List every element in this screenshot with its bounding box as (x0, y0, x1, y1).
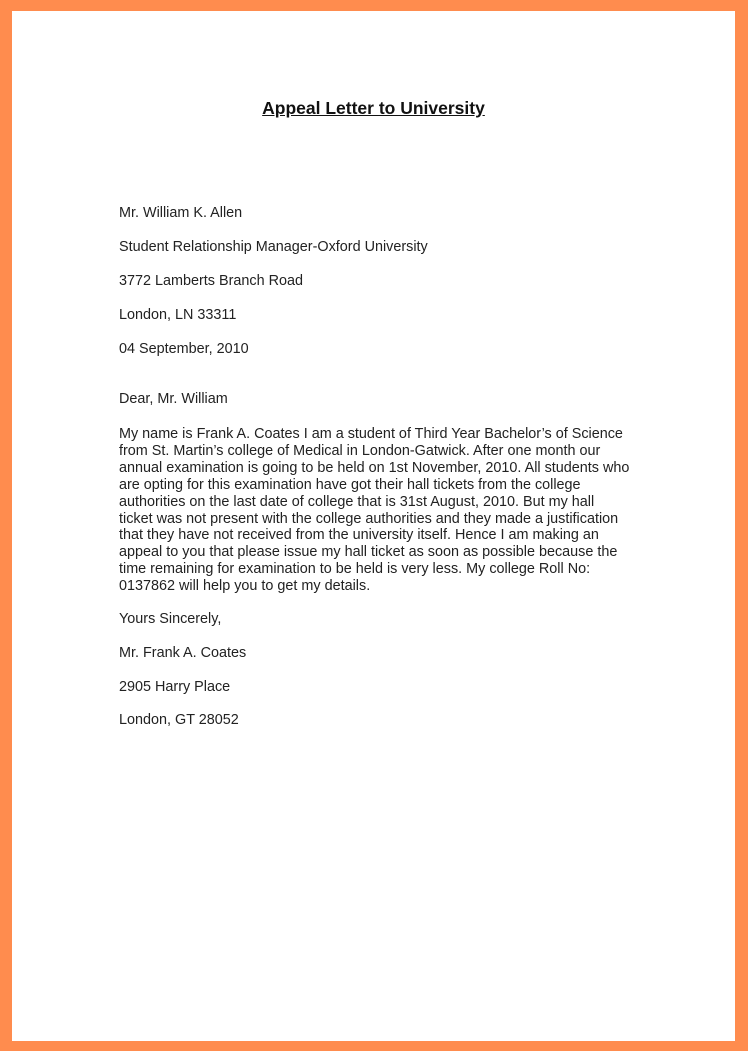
sender-name: Mr. Frank A. Coates (119, 645, 247, 661)
recipient-name: Mr. William K. Allen (119, 205, 243, 221)
recipient-city: London, LN 33311 (119, 307, 237, 323)
sender-street: 2905 Harry Place (119, 679, 231, 695)
salutation: Dear, Mr. William (119, 391, 228, 407)
letter-date: 04 September, 2010 (119, 341, 249, 357)
sender-city: London, GT 28052 (119, 712, 239, 728)
letter-body: My name is Frank A. Coates I am a student of Third Year Bachelor’s of Science from St. Martin’s college of Medical in London-Gatwick. After one month our annual examination is going to be held on 1st November, 2010. All students who are opting for this examination have got their hall tickets from the college authorities on the last date of college that is 31st August, 2010. But my hall ticket was not present with the college authorities and they made a justification that they have not received from the university itself. Hence I am making an appeal to you that please issue my hall ticket as soon as possible because the time remaining for examination to be held is very less. My college Roll No: 0137862 will help you to get my details. (119, 426, 630, 595)
letter-title: Appeal Letter to University (262, 98, 485, 118)
recipient-street: 3772 Lamberts Branch Road (119, 273, 303, 289)
recipient-position: Student Relationship Manager-Oxford University (119, 239, 428, 255)
closing: Yours Sincerely, (119, 611, 222, 627)
